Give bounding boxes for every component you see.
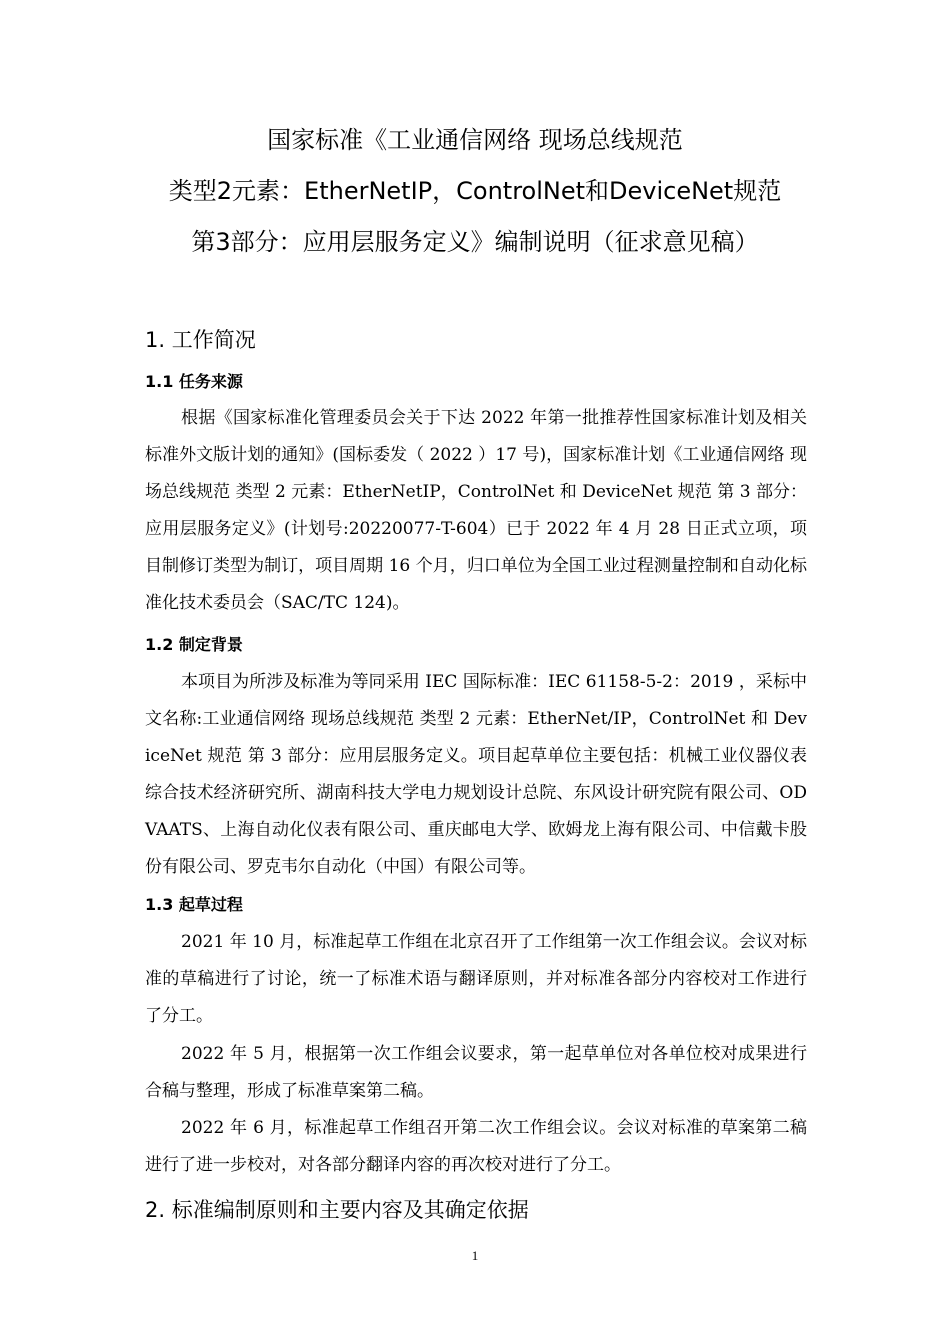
section-1-3-paragraph: 2022 年 5 月，根据第一次工作组会议要求，第一起草单位对各单位校对成果进行合稿与整理，形成了标准草案第二稿。 — [145, 1044, 807, 1101]
section-1-1-heading: 1.1 任务来源 — [145, 372, 243, 391]
section-1-3-paragraph: 2022 年 6 月，标准起草工作组召开第二次工作组会议。会议对标准的草案第二稿进行了进一步校对，对各部分翻译内容的再次校对进行了分工。 — [145, 1118, 807, 1175]
section-1-3-heading: 1.3 起草过程 — [145, 895, 243, 914]
section-1-3-paragraph: 2021 年 10 月，标准起草工作组在北京召开了工作组第一次工作组会议。会议对标准的草稿进行了讨论，统一了标准术语与翻译原则，并对标准各部分内容校对工作进行了分工。 — [145, 932, 807, 1026]
section-1-heading: 1. 工作简况 — [145, 328, 256, 352]
section-1-2-heading: 1.2 制定背景 — [145, 635, 243, 654]
document-title-line-3: 第3部分：应用层服务定义》编制说明（征求意见稿） — [191, 228, 759, 256]
section-2-heading: 2. 标准编制原则和主要内容及其确定依据 — [145, 1198, 529, 1222]
section-1-1-body: 根据《国家标准化管理委员会关于下达 2022 年第一批推荐性国家标准计划及相关标准外文版计划的通知》(国标委发（ 2022 ）17 号)，国家标准计划《工业通信网络 现场总线规范 类型 2 元素：EtherNetIP，ControlNet 和 DeviceNet 规范 第 3 部分：应用层服务定义》(计划号:20220077-T-604）已于 2022 年 4 月 28 日正式立项，项目制修订类型为制订，项目周期 16 个月，归口单位为全国工业过程测量控制和自动化标准化技术委员会（SAC/TC 124)。 — [145, 408, 807, 613]
page-number: 1 — [471, 1248, 479, 1263]
section-1-2-body: 本项目为所涉及标准为等同采用 IEC 国际标准：IEC 61158-5-2：2019 ，采标中文名称:工业通信网络 现场总线规范 类型 2 元素：EtherNet/IP，ControlNet 和 DeviceNet 规范 第 3 部分：应用层服务定义。项目起草单位主要包括：机械工业仪器仪表综合技术经济研究所、湖南科技大学电力规划设计总院、东风设计研究院有限公司、ODVAATS、上海自动化仪表有限公司、重庆邮电大学、欧姆龙上海有限公司、中信戴卡股份有限公司、罗克韦尔自动化（中国）有限公司等。 — [145, 672, 807, 877]
document-title-line-1: 国家标准《工业通信网络 现场总线规范 — [267, 126, 683, 154]
document-title-line-2: 类型2元素：EtherNetIP，ControlNet和DeviceNet规范 — [168, 177, 782, 205]
